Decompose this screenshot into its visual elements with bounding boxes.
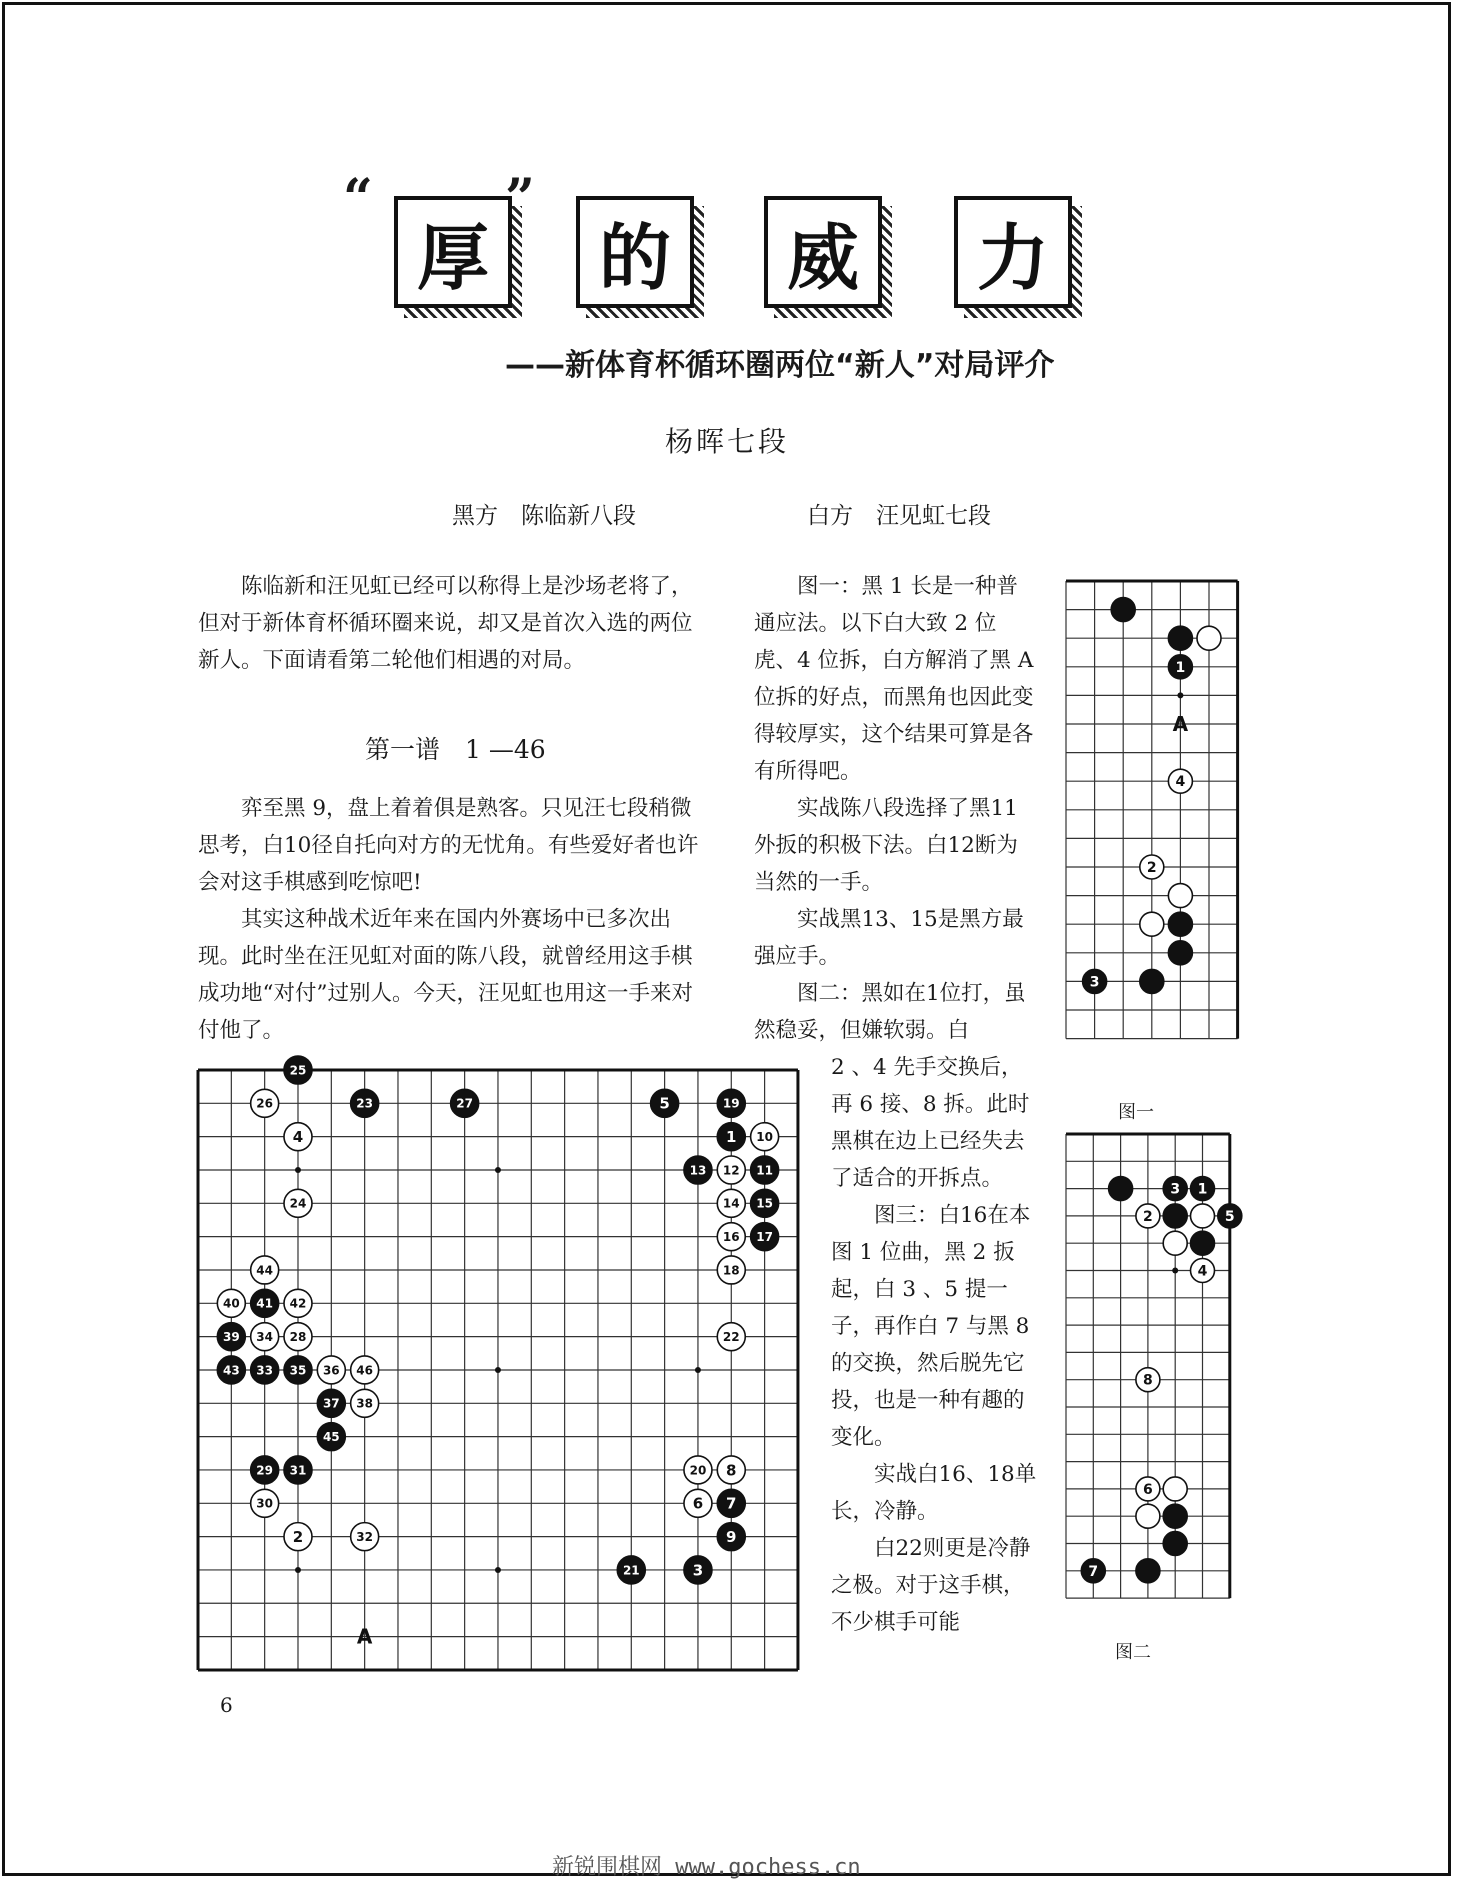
black-stone bbox=[751, 1189, 779, 1217]
move-number: 25 bbox=[289, 1063, 307, 1078]
star-point bbox=[495, 1167, 501, 1173]
black-stone bbox=[251, 1289, 279, 1317]
white-stone bbox=[251, 1256, 279, 1284]
white-stone bbox=[1136, 1504, 1160, 1528]
title-char-3: 威 bbox=[764, 196, 882, 308]
move-number: 4 bbox=[292, 1128, 304, 1147]
star-point bbox=[1172, 1268, 1178, 1274]
white-stone bbox=[1136, 1204, 1160, 1228]
board-mark-label: A bbox=[1172, 712, 1189, 736]
white-stone bbox=[1140, 912, 1164, 936]
star-point bbox=[295, 1167, 301, 1173]
black-stone bbox=[717, 1523, 745, 1551]
white-stone bbox=[1163, 1477, 1187, 1501]
intro-paragraph: 陈临新和汪见虹已经可以称得上是沙场老将了，但对于新体育杯循环圈来说，却又是首次入选的两位新人。下面请看第二轮他们相遇的对局。 bbox=[198, 574, 693, 673]
black-stone bbox=[1191, 1231, 1215, 1255]
black-stone bbox=[1136, 1559, 1160, 1583]
white-stone bbox=[717, 1256, 745, 1284]
move-number: 37 bbox=[322, 1396, 340, 1411]
move-number: 38 bbox=[356, 1396, 374, 1411]
black-stone bbox=[1218, 1204, 1242, 1228]
move-number: 28 bbox=[289, 1329, 307, 1344]
main-go-board bbox=[196, 1063, 800, 1672]
black-stone bbox=[684, 1156, 712, 1184]
black-stone bbox=[251, 1456, 279, 1484]
move-number: 10 bbox=[756, 1129, 773, 1144]
white-stone bbox=[251, 1089, 279, 1117]
move-number: 13 bbox=[689, 1163, 707, 1178]
black-stone bbox=[651, 1089, 679, 1117]
move-number: 23 bbox=[356, 1096, 374, 1111]
move-number: 6 bbox=[1143, 1481, 1153, 1498]
paragraph: 实战黑13、15是黑方最强应手。 bbox=[754, 907, 1024, 969]
page-number: 6 bbox=[220, 1693, 233, 1717]
author: 杨晖七段 bbox=[665, 425, 790, 458]
move-number: 33 bbox=[256, 1363, 274, 1378]
white-stone bbox=[1191, 1259, 1215, 1283]
white-stone bbox=[217, 1289, 245, 1317]
move-number: 3 bbox=[1170, 1181, 1181, 1198]
black-stone bbox=[351, 1089, 379, 1117]
move-number: 3 bbox=[692, 1561, 704, 1580]
move-number: 8 bbox=[1143, 1372, 1153, 1389]
paragraph: 图三：白16在本图 1 位曲，黑 2 扳起，白 3 、5 提一子，再作白 7 与黑 8 的交换，然后脱先它投，也是一种有趣的变化。 bbox=[831, 1203, 1031, 1450]
move-number: 4 bbox=[1197, 1263, 1208, 1280]
white-player: 白方 汪见虹七段 bbox=[807, 503, 991, 529]
white-stone bbox=[351, 1356, 379, 1384]
paragraph: 白22则更是冷静之极。对于这手棋，不少棋手可能 bbox=[831, 1536, 1031, 1635]
move-number: 15 bbox=[756, 1196, 773, 1211]
right-body-upper bbox=[754, 568, 1039, 1049]
move-number: 35 bbox=[289, 1363, 307, 1378]
black-stone bbox=[1191, 1177, 1215, 1201]
white-stone bbox=[684, 1489, 712, 1517]
move-number: 32 bbox=[356, 1529, 374, 1544]
move-number: 2 bbox=[292, 1528, 304, 1547]
move-number: 19 bbox=[722, 1096, 740, 1111]
move-number: 26 bbox=[256, 1096, 274, 1111]
move-number: 16 bbox=[722, 1229, 740, 1244]
move-number: 43 bbox=[222, 1363, 240, 1378]
black-stone bbox=[1140, 969, 1164, 993]
white-stone bbox=[251, 1323, 279, 1351]
move-number: 3 bbox=[1089, 974, 1100, 991]
move-number: 1 bbox=[1175, 659, 1186, 676]
black-stone bbox=[251, 1356, 279, 1384]
black-stone bbox=[1111, 598, 1135, 622]
white-stone bbox=[717, 1189, 745, 1217]
paragraph: 实战陈八段选择了黑11外扳的积极下法。白12断为当然的一手。 bbox=[754, 796, 1018, 895]
move-number: 27 bbox=[456, 1096, 473, 1111]
star-point bbox=[695, 1367, 701, 1373]
subtitle: ——新体育杯循环圈两位“新人”对局评介 bbox=[505, 348, 1055, 383]
diagram1-caption: 图一 bbox=[1118, 1102, 1154, 1123]
move-number: 2 bbox=[1146, 860, 1157, 877]
black-stone bbox=[717, 1123, 745, 1151]
move-number: 21 bbox=[622, 1563, 640, 1578]
move-number: 7 bbox=[726, 1494, 737, 1513]
title-char-2: 的 bbox=[576, 196, 694, 308]
move-number: 42 bbox=[289, 1296, 307, 1311]
white-stone bbox=[284, 1323, 312, 1351]
move-number: 34 bbox=[256, 1329, 274, 1344]
move-number: 18 bbox=[722, 1263, 740, 1278]
move-number: 8 bbox=[726, 1461, 737, 1480]
move-number: 30 bbox=[256, 1496, 274, 1511]
paragraph: 图一：黑 1 长是一种普通应法。以下白大致 2 位虎、4 位拆，白方解消了黑 A 位拆的好点，而黑角也因此变得较厚实，这个结果可算是各有所得吧。 bbox=[754, 574, 1034, 784]
move-number: 22 bbox=[722, 1329, 740, 1344]
white-stone bbox=[751, 1123, 779, 1151]
paragraph: 其实这种战术近年来在国内外赛场中已多次出现。此时坐在汪见虹对面的陈八段，就曾经用这手棋成功地“对付”过别人。今天，汪见虹也用这一手来对付他了。 bbox=[198, 907, 693, 1043]
move-number: 36 bbox=[322, 1363, 340, 1378]
black-stone bbox=[317, 1423, 345, 1451]
black-stone bbox=[1163, 1204, 1187, 1228]
paragraph: 弈至黑 9，盘上着着俱是熟客。只见汪七段稍微思考，白10径自托向对方的无忧角。有些爱好者也许会对这手棋感到吃惊吧! bbox=[198, 796, 699, 895]
black-stone bbox=[217, 1356, 245, 1384]
black-stone bbox=[317, 1389, 345, 1417]
white-stone bbox=[684, 1456, 712, 1484]
diagram2-go-board bbox=[1063, 1131, 1263, 1625]
black-stone bbox=[617, 1556, 645, 1584]
white-stone bbox=[284, 1523, 312, 1551]
black-stone bbox=[717, 1089, 745, 1117]
paragraph: 实战白16、18单长，冷静。 bbox=[831, 1462, 1037, 1524]
white-stone bbox=[1197, 626, 1221, 650]
move-number: 5 bbox=[1224, 1208, 1235, 1225]
white-stone bbox=[351, 1389, 379, 1417]
star-point bbox=[495, 1367, 501, 1373]
move-number: 6 bbox=[692, 1494, 704, 1513]
move-number: 14 bbox=[722, 1196, 740, 1211]
move-number: 17 bbox=[756, 1229, 773, 1244]
paragraph: 图二：黑如在1位打，虽然稳妥，但嫌软弱。白 bbox=[754, 981, 1026, 1043]
white-stone bbox=[1191, 1204, 1215, 1228]
black-stone bbox=[1081, 1559, 1105, 1583]
black-stone bbox=[1083, 969, 1107, 993]
white-stone bbox=[1168, 769, 1192, 793]
black-stone bbox=[684, 1556, 712, 1584]
move-number: 39 bbox=[222, 1329, 240, 1344]
move-number: 5 bbox=[659, 1094, 670, 1113]
black-player: 黑方 陈临新八段 bbox=[452, 503, 636, 529]
move-number: 12 bbox=[722, 1163, 740, 1178]
white-stone bbox=[284, 1189, 312, 1217]
black-stone bbox=[751, 1223, 779, 1251]
black-stone bbox=[751, 1156, 779, 1184]
white-stone bbox=[717, 1223, 745, 1251]
black-stone bbox=[1109, 1177, 1133, 1201]
white-stone bbox=[251, 1489, 279, 1517]
title-open-quote: “ bbox=[343, 168, 373, 229]
move-number: 44 bbox=[256, 1263, 274, 1278]
black-stone bbox=[217, 1323, 245, 1351]
star-point bbox=[295, 1567, 301, 1573]
black-stone bbox=[1168, 655, 1192, 679]
black-stone bbox=[451, 1089, 479, 1117]
move-number: 20 bbox=[689, 1463, 707, 1478]
move-number: 24 bbox=[289, 1196, 307, 1211]
title-close-quote: ” bbox=[505, 168, 535, 229]
board-mark-label: A bbox=[356, 1624, 373, 1649]
white-stone bbox=[1136, 1368, 1160, 1392]
title-char-4: 力 bbox=[954, 196, 1072, 308]
black-stone bbox=[717, 1489, 745, 1517]
right-body-lower bbox=[831, 1049, 1039, 1641]
black-stone bbox=[1168, 941, 1192, 965]
move-number: 46 bbox=[356, 1363, 374, 1378]
diagram2-caption: 图二 bbox=[1115, 1642, 1151, 1663]
move-number: 29 bbox=[256, 1463, 274, 1478]
white-stone bbox=[1163, 1231, 1187, 1255]
left-body bbox=[198, 790, 708, 1049]
move-number: 9 bbox=[726, 1528, 737, 1547]
black-stone bbox=[1163, 1177, 1187, 1201]
white-stone bbox=[284, 1123, 312, 1151]
title-char-1: 厚 bbox=[394, 196, 512, 308]
white-stone bbox=[1168, 884, 1192, 908]
black-stone bbox=[1163, 1532, 1187, 1556]
move-number: 41 bbox=[256, 1296, 274, 1311]
white-stone bbox=[1140, 855, 1164, 879]
move-number: 1 bbox=[726, 1128, 737, 1147]
move-number: 45 bbox=[322, 1429, 340, 1444]
move-number: 4 bbox=[1175, 774, 1186, 791]
section-title: 第一谱 1 —46 bbox=[365, 735, 546, 764]
black-stone bbox=[284, 1456, 312, 1484]
diagram1-go-board bbox=[1063, 578, 1263, 1074]
black-stone bbox=[1168, 912, 1192, 936]
move-number: 11 bbox=[756, 1163, 773, 1178]
paragraph: 2 、4 先手交换后，再 6 接、8 拆。此时黑棋在边上已经失去了适合的开拆点。 bbox=[831, 1055, 1030, 1191]
white-stone bbox=[717, 1156, 745, 1184]
move-number: 31 bbox=[289, 1463, 307, 1478]
move-number: 7 bbox=[1088, 1563, 1099, 1580]
black-stone bbox=[284, 1056, 312, 1084]
white-stone bbox=[317, 1356, 345, 1384]
white-stone bbox=[284, 1289, 312, 1317]
move-number: 2 bbox=[1143, 1208, 1153, 1225]
move-number: 1 bbox=[1197, 1181, 1208, 1198]
footer-watermark: 新锐围棋网 www.gochess.cn bbox=[552, 1855, 861, 1880]
white-stone bbox=[351, 1523, 379, 1551]
black-stone bbox=[1163, 1504, 1187, 1528]
star-point bbox=[1177, 692, 1183, 698]
star-point bbox=[495, 1567, 501, 1573]
black-stone bbox=[1168, 626, 1192, 650]
white-stone bbox=[1136, 1477, 1160, 1501]
move-number: 40 bbox=[222, 1296, 240, 1311]
white-stone bbox=[717, 1456, 745, 1484]
white-stone bbox=[717, 1323, 745, 1351]
black-stone bbox=[284, 1356, 312, 1384]
